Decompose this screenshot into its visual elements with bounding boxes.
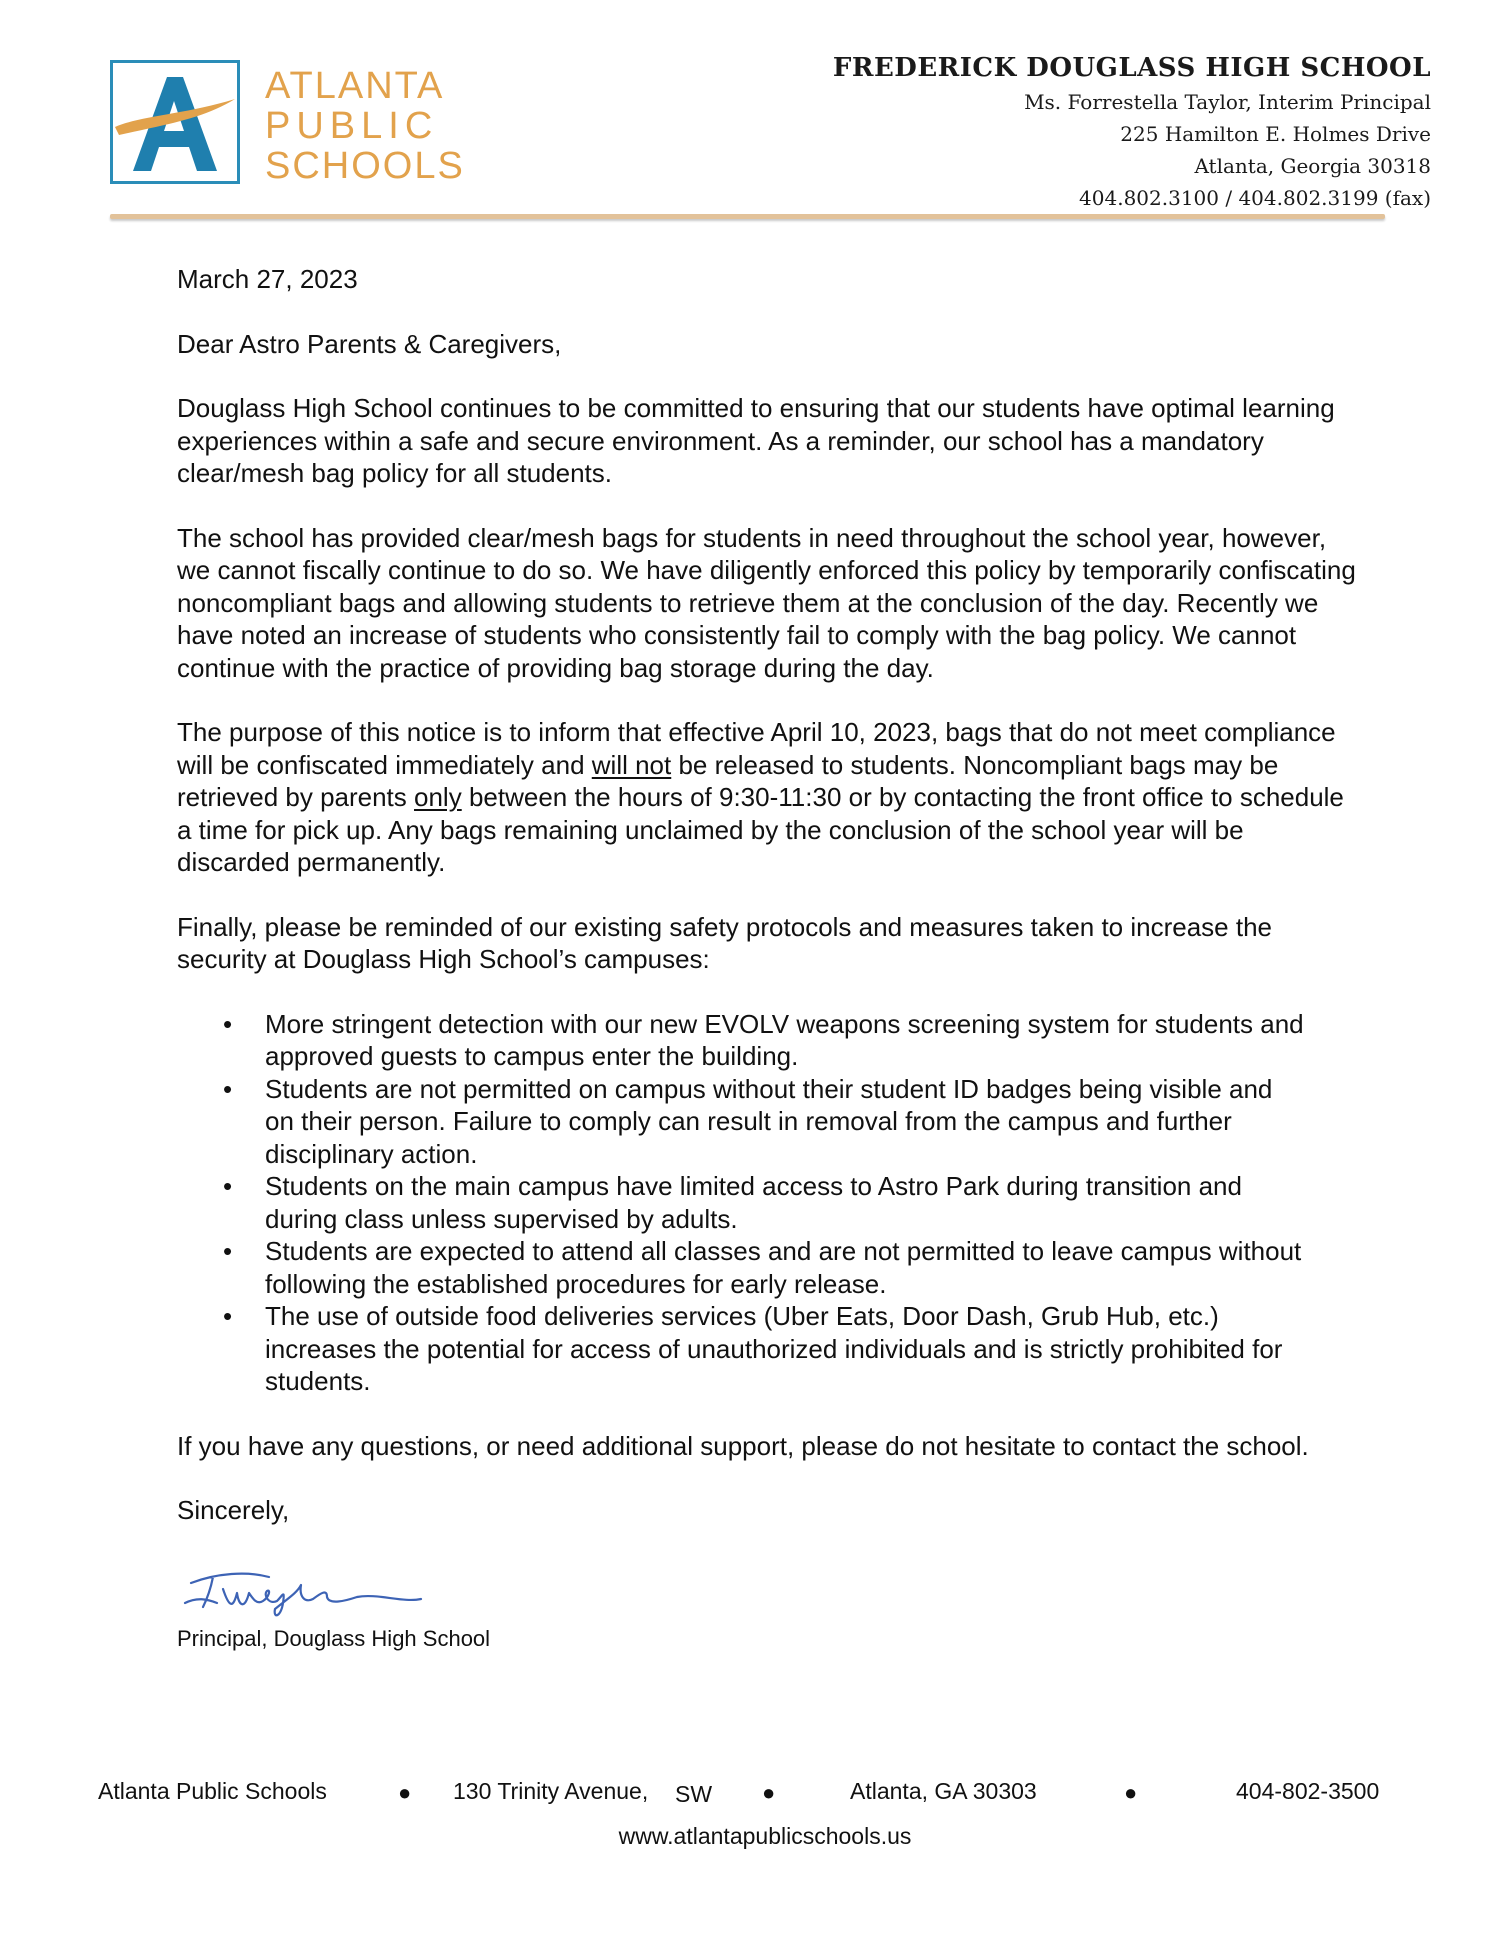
signature-icon bbox=[177, 1563, 427, 1623]
footer-org: Atlanta Public Schools bbox=[98, 1778, 327, 1804]
footer-address: 130 Trinity Avenue, bbox=[453, 1778, 649, 1804]
list-item bbox=[177, 1073, 1305, 1171]
letter-greeting: Dear Astro Parents & Caregivers, bbox=[177, 328, 562, 359]
paragraph-3-part-a: The purpose of this notice is to inform that effective April 10, 2023, bags that do not meet compliance will be confiscated immediately and bbox=[177, 717, 1336, 780]
list-item-text: Students are not permitted on campus without their student ID badges being visible and on their person. Failure to comply can result in removal from the campus and further disciplinary action. bbox=[265, 1073, 1273, 1169]
school-street: 225 Hamilton E. Holmes Drive bbox=[1120, 122, 1431, 146]
paragraph-1: Douglass High School continues to be committed to ensuring that our students have optimal learning experiences within a safe and secure environment. As a reminder, our school has a mandatory clear/mesh bag policy for all students. bbox=[177, 393, 1335, 488]
school-city: Atlanta, Georgia 30318 bbox=[1194, 154, 1431, 178]
letter-body bbox=[177, 263, 1357, 1653]
footer-separator-icon: ● bbox=[762, 1780, 776, 1805]
paragraph-4: Finally, please be reminded of our existing safety protocols and measures taken to increase the security at Douglass High School’s campuses: bbox=[177, 911, 1273, 974]
school-name: FREDERICK DOUGLASS HIGH SCHOOL bbox=[832, 53, 1431, 83]
bullet-icon: • bbox=[223, 1171, 233, 1201]
list-item bbox=[177, 1008, 1305, 1073]
bullet-icon: • bbox=[223, 1301, 233, 1331]
safety-protocol-list bbox=[177, 1008, 1357, 1398]
bullet-icon: • bbox=[223, 1236, 233, 1266]
logo-line-2: PUBLIC bbox=[265, 105, 439, 147]
bullet-icon: • bbox=[223, 1008, 233, 1039]
signer-title: Principal, Douglass High School bbox=[177, 1625, 491, 1651]
letter-closing: Sincerely, bbox=[177, 1495, 290, 1525]
logo-line-3: SCHOOLS bbox=[265, 145, 465, 187]
footer-city: Atlanta, GA 30303 bbox=[850, 1778, 1037, 1804]
footer-separator-icon: ● bbox=[1124, 1780, 1138, 1805]
footer-phone: 404-802-3500 bbox=[1236, 1778, 1380, 1804]
letter-date: March 27, 2023 bbox=[177, 264, 358, 294]
footer-separator-icon: ● bbox=[398, 1780, 412, 1805]
school-address-block bbox=[833, 50, 1431, 214]
list-item-text: Students on the main campus have limited access to Astro Park during transition and during class unless supervised by adults. bbox=[265, 1171, 1242, 1234]
list-item-text: Students are expected to attend all classes and are not permitted to leave campus without following the established procedures for early release. bbox=[265, 1236, 1302, 1299]
principal-line: Ms. Forrestella Taylor, Interim Principal bbox=[1024, 90, 1431, 114]
school-phone: 404.802.3100 / 404.802.3199 (fax) bbox=[1079, 186, 1431, 210]
list-item bbox=[177, 1235, 1305, 1300]
aps-logo-wordmark bbox=[265, 66, 465, 186]
footer-address-suffix: SW bbox=[675, 1781, 713, 1807]
paragraph-5: If you have any questions, or need additional support, please do not hesitate to contact the school. bbox=[177, 1430, 1309, 1461]
paragraph-2: The school has provided clear/mesh bags for students in need throughout the school year, however, we cannot fiscally continue to do so. We have diligently enforced this policy by temporarily confiscating noncompliant bags and allowing students to retrieve them at the conclusion of the day. Recently we have noted an increase of students who consistently fail to comply with the bag policy. We cannot continue with the practice of providing bag storage during the day. bbox=[177, 522, 1356, 683]
list-item-text: More stringent detection with our new EVOLV weapons screening system for students and approved guests to campus enter the building. bbox=[265, 1008, 1304, 1071]
underlined-will-not: will not bbox=[591, 749, 672, 780]
logo-line-1: ATLANTA bbox=[265, 65, 445, 107]
logo-a-icon bbox=[113, 63, 237, 181]
list-item-text: The use of outside food deliveries services (Uber Eats, Door Dash, Grub Hub, etc.) increases the potential for access of unauthorized individuals and is strictly prohibited for students. bbox=[265, 1301, 1283, 1396]
paragraph-3-part-c: between the hours of 9:30-11:30 or by contacting the front office to schedule a time for pick up. Any bags remaining unclaimed by the conclusion of the school year will be discarded permanently. bbox=[177, 782, 1344, 877]
letterhead-divider bbox=[110, 214, 1385, 219]
list-item bbox=[177, 1170, 1305, 1235]
paragraph-3-part-b: be released to students. Noncompliant bags may be retrieved by parents bbox=[177, 749, 1279, 812]
footer-website: www.atlantapublicschools.us bbox=[618, 1823, 912, 1849]
underlined-only: only bbox=[414, 782, 462, 812]
list-item bbox=[177, 1300, 1305, 1398]
aps-logo-mark bbox=[110, 60, 240, 184]
bullet-icon: • bbox=[223, 1073, 233, 1104]
paragraph-3 bbox=[177, 716, 1357, 879]
letter-footer bbox=[0, 1778, 1500, 1818]
